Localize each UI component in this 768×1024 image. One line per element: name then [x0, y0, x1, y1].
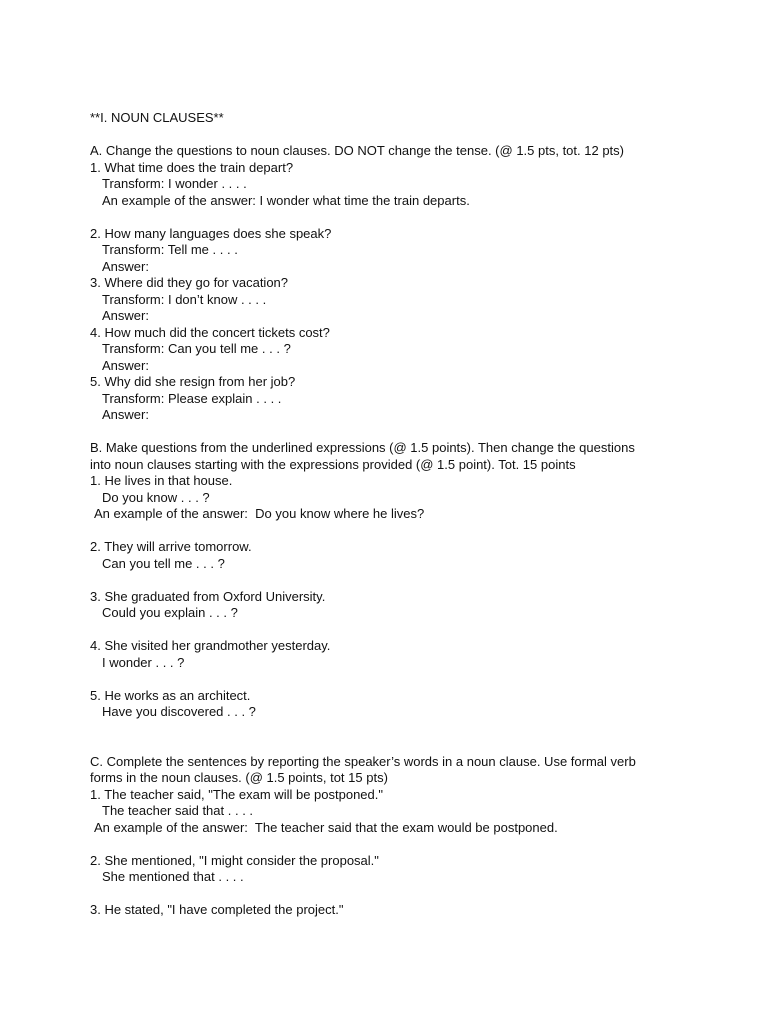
section-a-question-2: 2. How many languages does she speak? — [90, 225, 332, 241]
section-b-prompt-2: Can you tell me . . . ? — [102, 555, 225, 571]
section-a-transform-1: Transform: I wonder . . . . — [102, 176, 247, 191]
section-a-question-3: 3. Where did they go for vacation? — [90, 275, 289, 290]
section-a-transform-3: Transform: I don’t know . . . . — [102, 291, 267, 307]
section-b-instruction-line-2: into noun clauses starting with the expressions provided (@ 1.5 point). Tot. 15 points — [90, 456, 576, 472]
section-b-example-1: An example of the answer: Do you know where he lives? — [94, 506, 425, 521]
document-page — [90, 110, 730, 919]
section-a-question-1: 1. What time does the train depart? — [90, 159, 294, 175]
section-heading: **I. NOUN CLAUSES** — [90, 110, 224, 125]
section-a-answer-4: Answer: — [102, 357, 149, 373]
section-a-answer-2: Answer: — [102, 258, 149, 274]
section-b-sentence-1: 1. He lives in that house. — [90, 473, 233, 488]
section-b-prompt-5: Have you discovered . . . ? — [102, 704, 256, 719]
section-a-transform-5: Transform: Please explain . . . . — [102, 390, 282, 406]
section-b-sentence-4: 4. She visited her grandmother yesterday. — [90, 638, 331, 653]
section-b-sentence-3: 3. She graduated from Oxford University. — [90, 588, 326, 604]
section-c-prompt-1: The teacher said that . . . . — [102, 803, 254, 818]
section-b-instruction-line-1: B. Make questions from the underlined expressions (@ 1.5 points). Then change the questions — [90, 440, 635, 455]
section-c-example-1: An example of the answer: The teacher said that the exam would be postponed. — [94, 819, 558, 835]
section-c-prompt-2: She mentioned that . . . . — [102, 869, 244, 884]
section-c-sentence-3: 3. He stated, "I have completed the project." — [90, 902, 344, 917]
section-c-instruction-line-1: C. Complete the sentences by reporting the speaker’s words in a noun clause. Use formal verb — [90, 753, 636, 769]
section-b-prompt-3: Could you explain . . . ? — [102, 605, 238, 620]
section-c-instruction-line-2: forms in the noun clauses. (@ 1.5 points, tot 15 pts) — [90, 770, 388, 785]
section-b-sentence-2: 2. They will arrive tomorrow. — [90, 539, 252, 554]
section-b-sentence-5: 5. He works as an architect. — [90, 687, 251, 703]
section-a-answer-3: Answer: — [102, 308, 149, 323]
section-c-sentence-2: 2. She mentioned, "I might consider the proposal." — [90, 852, 379, 868]
section-a-instruction: A. Change the questions to noun clauses. DO NOT change the tense. (@ 1.5 pts, tot. 12 pts) — [90, 143, 624, 158]
section-b-prompt-1: Do you know . . . ? — [102, 489, 210, 505]
section-a-question-4: 4. How much did the concert tickets cost? — [90, 324, 330, 340]
section-c-sentence-1: 1. The teacher said, "The exam will be postponed." — [90, 786, 383, 802]
section-a-answer-5: Answer: — [102, 407, 149, 422]
section-a-answer-1: An example of the answer: I wonder what time the train departs. — [102, 192, 470, 208]
section-a-question-5: 5. Why did she resign from her job? — [90, 374, 296, 389]
section-a-transform-2: Transform: Tell me . . . . — [102, 242, 238, 257]
section-a-transform-4: Transform: Can you tell me . . . ? — [102, 341, 291, 356]
section-b-prompt-4: I wonder . . . ? — [102, 654, 185, 670]
